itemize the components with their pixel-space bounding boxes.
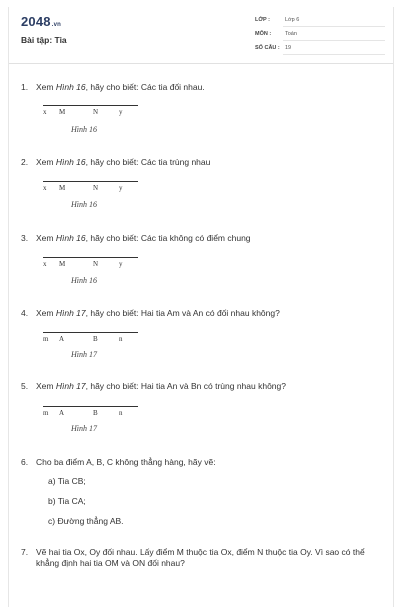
meta-class: LỚP : Lớp 6: [255, 17, 385, 27]
page-title: Bài tập: Tia: [21, 35, 67, 45]
figure-16-b: x M N y: [43, 179, 138, 199]
figure-caption: Hình 17: [71, 350, 97, 359]
figure-caption: Hình 16: [71, 200, 97, 209]
figure-17-b: m A B n: [43, 404, 138, 424]
site-logo[interactable]: 2048.vn: [21, 14, 62, 29]
sub-item-b: b) Tia CA;: [48, 496, 86, 506]
meta-subject: MÔN : Toán: [255, 31, 385, 41]
sub-item-c: c) Đường thẳng AB.: [48, 516, 124, 526]
sub-item-a: a) Tia CB;: [48, 476, 86, 486]
meta-question-count: SỐ CÂU : 19: [255, 45, 385, 55]
figure-caption: Hình 16: [71, 125, 97, 134]
figure-17-a: m A B n: [43, 330, 138, 350]
worksheet-page: 2048.vn Bài tập: Tia LỚP : Lớp 6 MÔN : Toán SỐ CÂU : 19 1. Xem Hình 16, hãy cho biết: Các tia đối nhau. x M N y Hình 16 2. Xem Hình 16, hãy cho biết: Các tia trùng nhau x M N y Hình 16 3. Xem Hình 16, hãy cho biết: Các tia không có điểm chung x M N y Hình 16 4. Xem Hình 17, hãy cho biết: Hai tia Am và An có đối nhau không? m A B n Hình 17 5. Xem Hình 17, hãy cho biết: Hai tia An và Bn có trùng nhau không? m A B n Hình 17 6. Cho ba điểm A, B, C không thẳng hàng, hãy vẽ: a) Tia CB; b) Tia CA; c) Đường thẳng AB. 7. Vẽ hai tia Ox, Oy đối nhau. Lấy điểm M thuộc tia Ox, điểm N thuộc tia Oy. Vì sao có thể khẳng định hai tia OM và ON đối nhau?: [8, 7, 394, 607]
figure-16-c: x M N y: [43, 255, 138, 275]
worksheet-header: [9, 7, 393, 64]
figure-caption: Hình 17: [71, 424, 97, 433]
figure-16-a: x M N y: [43, 103, 138, 123]
figure-caption: Hình 16: [71, 276, 97, 285]
